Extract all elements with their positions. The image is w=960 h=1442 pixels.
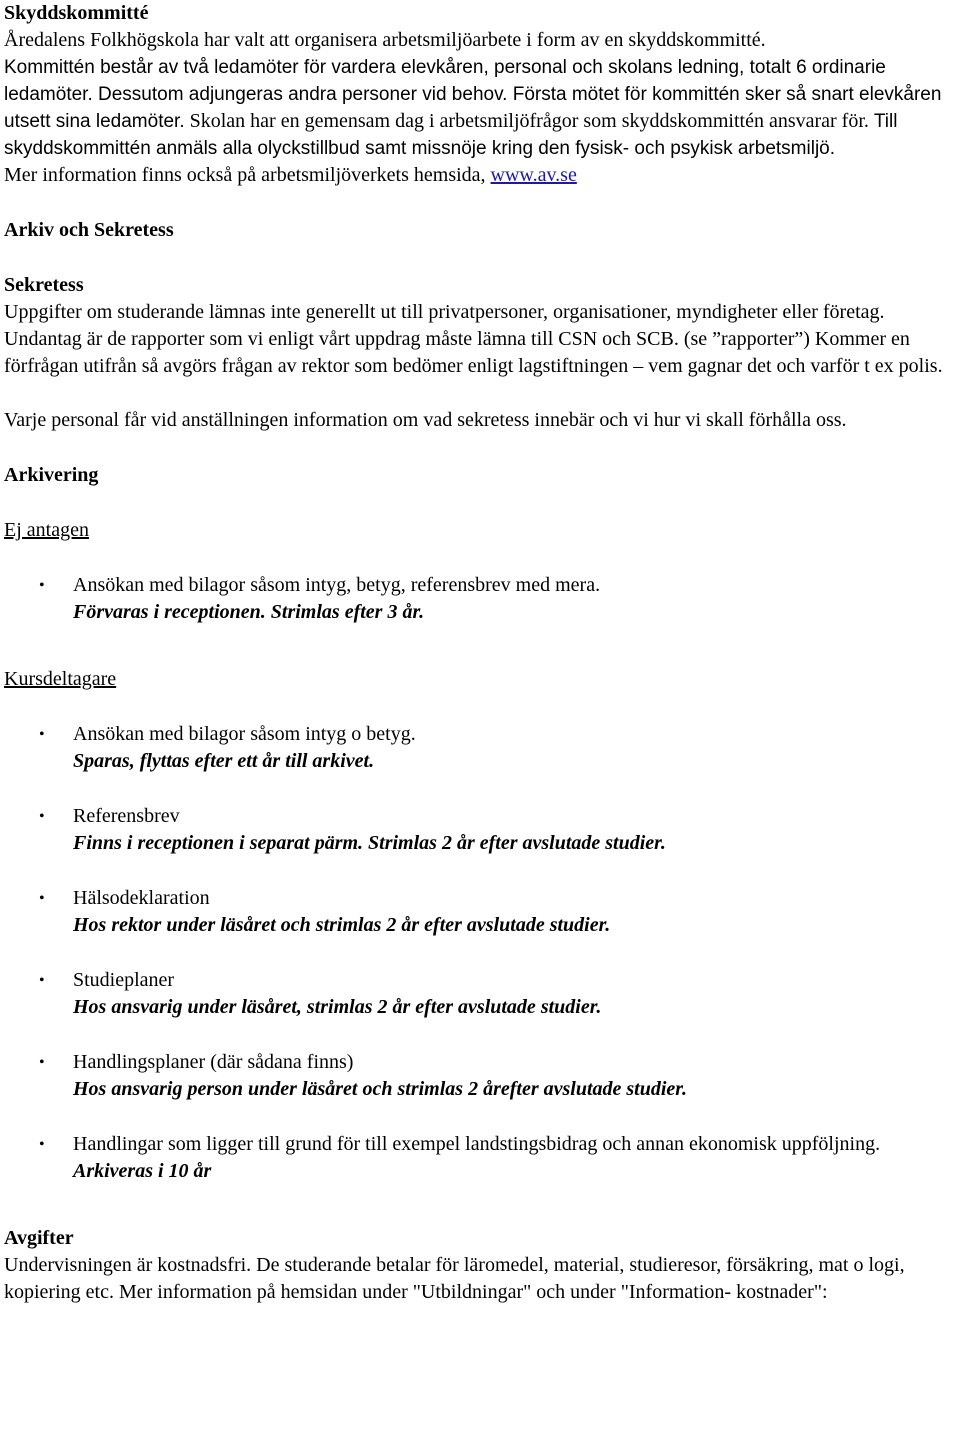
bullet-icon: • (39, 890, 45, 907)
text-more-info: Mer information finns också på arbetsmiljöverkets hemsida, (4, 164, 486, 186)
spacer (4, 939, 956, 967)
bullet-icon: • (39, 1054, 45, 1071)
paragraph-skyddskommitte (4, 27, 956, 189)
heading-skyddskommitte: Skyddskommitté (4, 2, 149, 24)
list-ej-antagen (4, 572, 956, 626)
text-report: Till skyddskommittén anmäls alla olyckstillbud samt missnöje kring den fysisk- och psykisk arbetsmiljö. (4, 111, 898, 159)
section-skyddskommitte (4, 0, 956, 189)
heading-avgifter: Avgifter (4, 1227, 74, 1249)
list-item (4, 1049, 956, 1103)
paragraph-sekretess-2: Varje personal får vid anställningen information om vad sekretess innebär och vi hur vi skall förhålla oss. (4, 409, 847, 431)
spacer (4, 857, 956, 885)
list-item (4, 1131, 956, 1185)
text-intro: Åredalens Folkhögskola har valt att organisera arbetsmiljöarbete i form av en skyddskommitté. (4, 29, 766, 51)
bullet-icon: • (39, 972, 45, 989)
item-text: Studieplaner (73, 969, 175, 991)
paragraph-avgifter: Undervisningen är kostnadsfri. De studerande betalar för läromedel, material, studieresor, försäkring, mat o logi, kopiering etc. Mer information på hemsidan under "Utbildningar" och under "Information- kostnader": (4, 1254, 905, 1303)
item-note: Finns i receptionen i separat pärm. Strimlas 2 år efter avslutade studier. (73, 832, 666, 854)
heading-sekretess: Sekretess (4, 274, 84, 296)
item-note: Arkiveras i 10 år (73, 1160, 212, 1182)
list-kursdeltagare (4, 721, 956, 1185)
bullet-icon: • (39, 808, 45, 825)
item-text: Handlingar som ligger till grund för till exempel landstingsbidrag och annan ekonomisk uppföljning. (73, 1133, 881, 1155)
spacer (4, 189, 956, 217)
spacer (4, 1021, 956, 1049)
link-av-se[interactable]: www.av.se (490, 164, 577, 186)
spacer (4, 693, 956, 721)
list-item (4, 885, 956, 939)
spacer (4, 434, 956, 462)
spacer (4, 654, 956, 666)
item-note: Hos ansvarig under läsåret, strimlas 2 år efter avslutade studier. (73, 996, 602, 1018)
spacer (4, 489, 956, 517)
item-note: Hos ansvarig person under läsåret och strimlas 2 årefter avslutade studier. (73, 1078, 687, 1100)
bullet-icon: • (39, 1136, 45, 1153)
paragraph-sekretess-1: Uppgifter om studerande lämnas inte generellt ut till privatpersoner, organisationer, myndigheter eller företag. Undantag är de rapporter som vi enligt vårt uppdrag måste lämna till CSN och SCB. (se ”rapporter”) Kommer en förfrågan utifrån så avgörs frågan av rektor som bedömer enligt lagstiftningen – vem gagnar det och varför t ex polis. (4, 301, 943, 377)
document-page (4, 0, 956, 1306)
spacer (4, 626, 956, 654)
text-members: Kommittén består av två ledamöter för vardera elevkåren, personal och skolans ledning, totalt 6 ordinarie ledamöter. Dessutom adjungeras andra personer vid behov. Första mötet för kommittén sker så snart elevkåren utsett sina ledamöter. (4, 57, 942, 132)
spacer (4, 1213, 956, 1225)
heading-arkivering: Arkivering (4, 464, 99, 486)
list-item (4, 721, 956, 775)
spacer (4, 380, 956, 407)
spacer (4, 544, 956, 572)
bullet-icon: • (39, 577, 45, 594)
item-note: Hos rektor under läsåret och strimlas 2 år efter avslutade studier. (73, 914, 611, 936)
item-note: Sparas, flyttas efter ett år till arkivet. (73, 750, 375, 772)
heading-arkiv-sekretess: Arkiv och Sekretess (4, 219, 174, 241)
section-sekretess (4, 272, 956, 434)
bullet-icon: • (39, 726, 45, 743)
item-text: Hälsodeklaration (73, 887, 210, 909)
section-avgifter (4, 1225, 956, 1306)
subheading-kursdeltagare: Kursdeltagare (4, 668, 117, 690)
list-item (4, 572, 956, 626)
section-arkivering (4, 462, 956, 1185)
spacer (4, 244, 956, 272)
list-item (4, 967, 956, 1021)
item-text: Ansökan med bilagor såsom intyg, betyg, referensbrev med mera. (73, 574, 601, 596)
item-text: Ansökan med bilagor såsom intyg o betyg. (73, 723, 416, 745)
item-text: Referensbrev (73, 805, 180, 827)
text-common-day: Skolan har en gemensam dag i arbetsmiljöfrågor som skyddskommittén ansvarar för. (189, 110, 869, 132)
spacer (4, 1103, 956, 1131)
item-text: Handlingsplaner (där sådana finns) (73, 1051, 354, 1073)
list-item (4, 803, 956, 857)
subheading-ej-antagen: Ej antagen (4, 519, 89, 541)
item-note: Förvaras i receptionen. Strimlas efter 3 år. (73, 601, 425, 623)
spacer (4, 1185, 956, 1213)
spacer (4, 775, 956, 803)
